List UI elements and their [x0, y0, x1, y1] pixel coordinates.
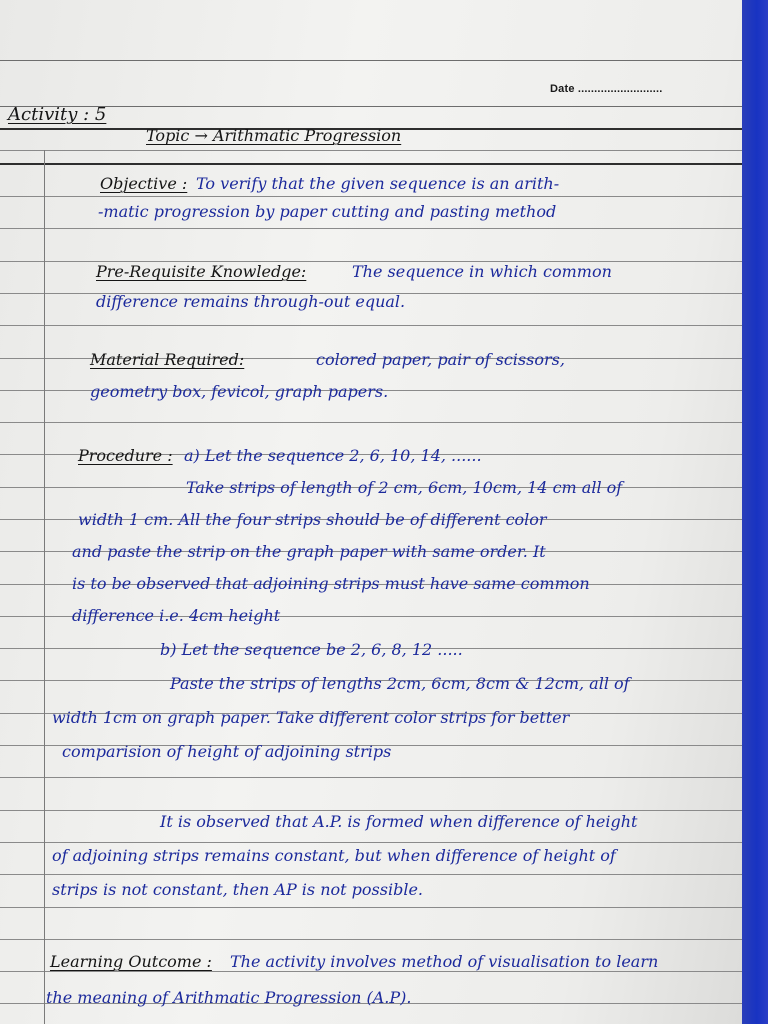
procedure-text: Take strips of length of 2 cm, 6cm, 10cm, 14 cm all of [186, 478, 623, 497]
procedure-heading: Procedure : [78, 446, 173, 465]
observation-text: of adjoining strips remains constant, but when difference of height of [52, 846, 616, 865]
procedure-text: Paste the strips of lengths 2cm, 6cm, 8cm & 12cm, all of [170, 674, 630, 693]
procedure-text: b) Let the sequence be 2, 6, 8, 12 ..... [160, 640, 463, 659]
activity-number: Activity : 5 [8, 104, 107, 125]
date-label: Date .......................... [550, 83, 663, 95]
objective-heading: Objective : [100, 174, 188, 193]
prerequisite-text: difference remains through-out equal. [96, 292, 406, 311]
procedure-text: comparision of height of adjoining strips [62, 742, 392, 761]
prerequisite-heading: Pre-Requisite Knowledge: [96, 262, 307, 281]
ruled-line [0, 810, 742, 811]
ruled-line [0, 325, 742, 326]
objective-text: -matic progression by paper cutting and pasting method [98, 202, 557, 221]
procedure-text: difference i.e. 4cm height [72, 606, 281, 625]
ruled-line [0, 971, 742, 972]
ruled-line [0, 874, 742, 875]
material-heading: Material Required: [90, 350, 245, 369]
material-text: geometry box, fevicol, graph papers. [90, 382, 389, 401]
observation-text: strips is not constant, then AP is not possible. [52, 880, 423, 899]
observation-text: It is observed that A.P. is formed when difference of height [160, 812, 638, 831]
ruled-line [0, 228, 742, 229]
ruled-line [0, 196, 742, 197]
prerequisite-text: The sequence in which common [352, 262, 612, 281]
outcome-heading: Learning Outcome : [50, 952, 212, 971]
ruled-line [0, 777, 742, 778]
procedure-text: and paste the strip on the graph paper with same order. It [72, 542, 546, 561]
procedure-text: width 1 cm. All the four strips should be of different color [78, 510, 547, 529]
ruled-line [0, 422, 742, 423]
procedure-text: is to be observed that adjoining strips must have same common [72, 574, 590, 593]
procedure-text: a) Let the sequence 2, 6, 10, 14, ...... [184, 446, 482, 465]
ruled-line [0, 842, 742, 843]
outcome-text: The activity involves method of visualisation to learn [230, 952, 659, 971]
ruled-line [0, 939, 742, 940]
outcome-text: the meaning of Arithmatic Progression (A.P). [46, 988, 412, 1007]
topic-title: Topic → Arithmatic Progression [146, 126, 402, 145]
procedure-text: width 1cm on graph paper. Take different color strips for better [52, 708, 570, 727]
notebook-spine [740, 0, 768, 1024]
ruled-line [0, 907, 742, 908]
objective-text: To verify that the given sequence is an arith- [196, 174, 560, 193]
margin-line [44, 150, 45, 1024]
material-text: colored paper, pair of scissors, [316, 350, 565, 369]
